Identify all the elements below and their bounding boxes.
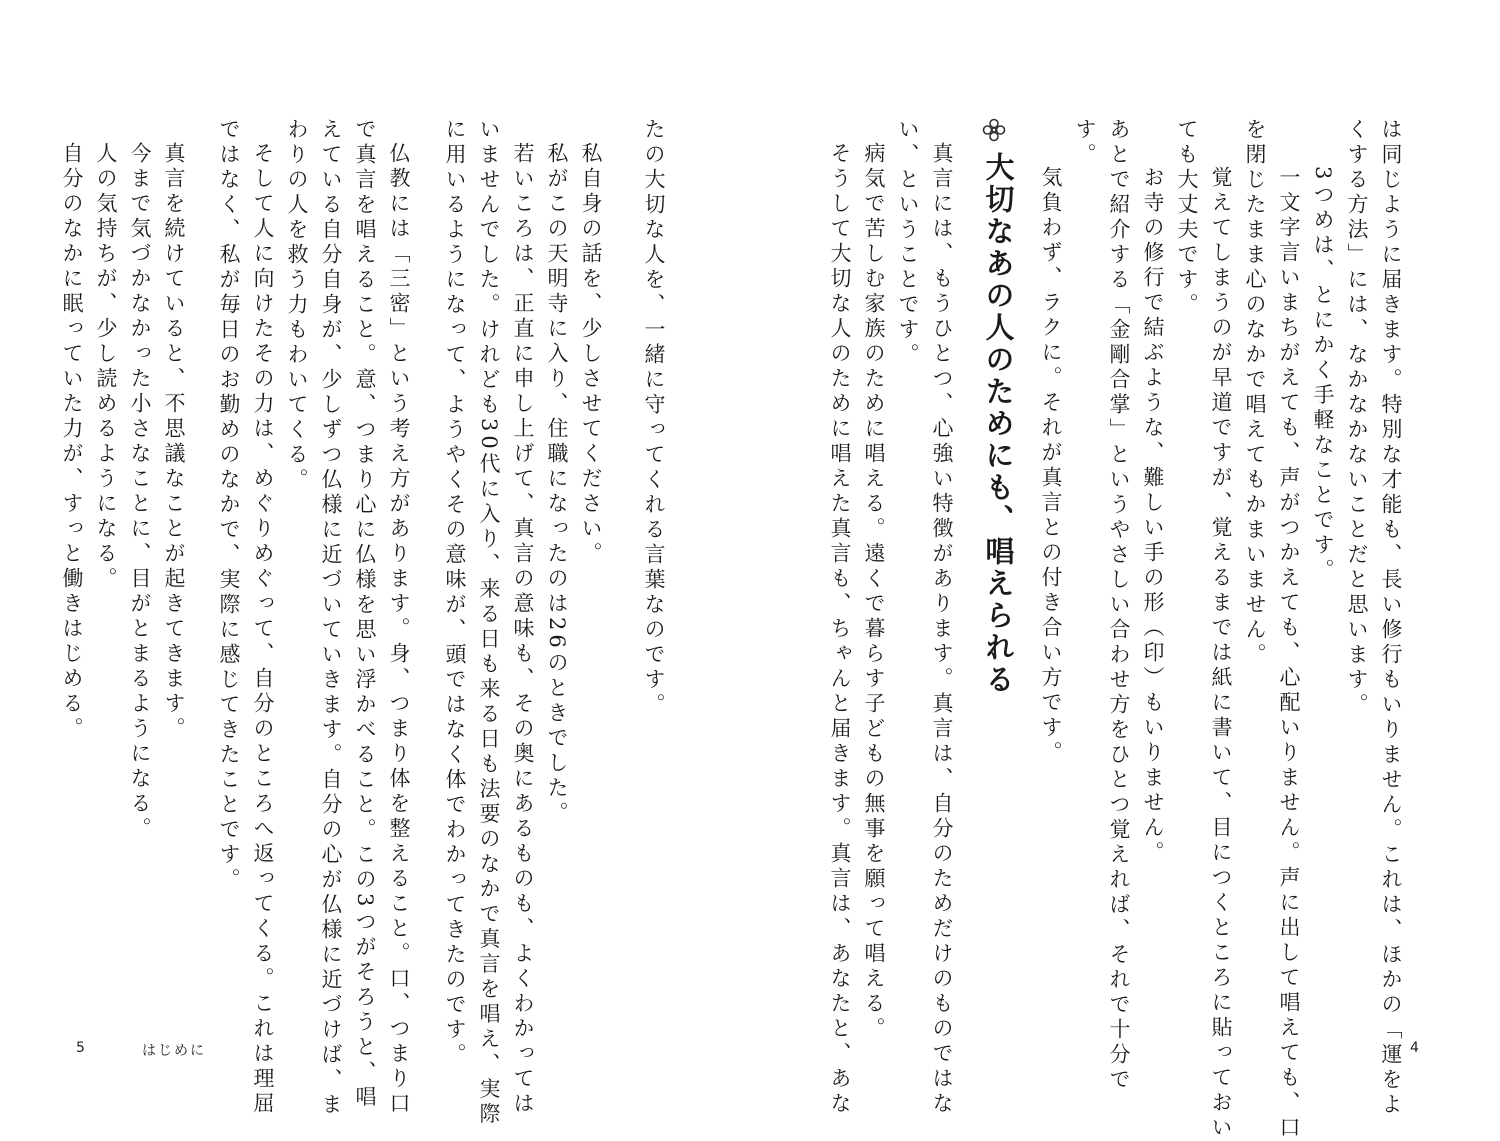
text-column: は同じように届きます。特別な才能も、長い修行もいりません。これは、ほかの「運をよ xyxy=(1379,118,1403,1118)
section-heading-text: 大切なあの人のためにも、唱えられる xyxy=(981,152,1016,696)
text-column: 真言には、もうひとつ、心強い特徴があります。真言は、自分のためだけのものではな xyxy=(930,142,954,1117)
text-column: す。 xyxy=(1073,118,1097,168)
text-column: えている自分自身が、少しずつ仏様に近づいていきます。自分の心が仏様に近づけば、ま xyxy=(319,118,343,1118)
text-column: ても大丈夫です。 xyxy=(1175,118,1199,318)
text-column: お寺の修行で結ぶような、難しい手の形（印）もいりません。 xyxy=(1141,166,1165,866)
text-column: 自分のなかに眠っていた力が、すっと働きはじめる。 xyxy=(60,142,84,742)
text-column: 若いころは、正直に申し上げて、真言の意味も、その奥にあるものも、よくわかっては xyxy=(511,142,535,1117)
text-column: 真言を続けていると、不思議なことが起きてきます。 xyxy=(162,142,186,742)
flower-icon xyxy=(987,118,1011,142)
text-column: 私自身の話を、少しさせてください。 xyxy=(579,142,603,567)
text-column: 3つめは、とにかく手軽なことです。 xyxy=(1311,166,1335,584)
text-column: 気負わず、ラクに。それが真言との付き合い方です。 xyxy=(1039,166,1063,766)
section-heading xyxy=(982,118,1016,696)
text-column: あとで紹介する「金剛合掌」というやさしい合わせ方をひとつ覚えれば、それで十分で xyxy=(1107,118,1131,1093)
text-column: を閉じたまま心のなかで唱えてもかまいません。 xyxy=(1243,118,1267,668)
text-column: わりの人を救う力もわいてくる。 xyxy=(285,118,309,493)
text-column: そして人に向けたその力は、めぐりめぐって、自分のところへ返ってくる。これは理屈 xyxy=(251,142,275,1117)
text-column: い、ということです。 xyxy=(896,118,920,368)
text-column: いませんでした。けれども30代に入り、来る日も来る日も法要のなかで真言を唱え、実際 xyxy=(477,118,501,1128)
left-page xyxy=(0,0,750,1128)
text-column: 一文字言いまちがえても、声がつかえても、心配いりません。声に出して唱えても、口 xyxy=(1277,166,1301,1141)
text-column: 今まで気づかなかった小さなことに、目がとまるようになる。 xyxy=(128,142,152,842)
text-column: で真言を唱えること。意、つまり心に仏様を思い浮かべること。この3つがそろうと、唱 xyxy=(353,118,377,1111)
right-page xyxy=(750,0,1500,1141)
text-column: ではなく、私が毎日のお勤めのなかで、実際に感じてきたことです。 xyxy=(217,118,241,893)
text-column: に用いるようになって、ようやくその意味が、頭ではなく体でわかってきたのです。 xyxy=(443,118,467,1068)
text-column: 覚えてしまうのが早道ですが、覚えるまでは紙に書いて、目につくところに貼っておい xyxy=(1209,166,1233,1141)
page-number: 5 xyxy=(76,1040,85,1056)
text-column: 人の気持ちが、少し読めるようになる。 xyxy=(94,142,118,592)
text-column: 仏教には「三密」という考え方があります。身、つまり体を整えること。口、つまり口 xyxy=(387,142,411,1117)
page-number: 4 xyxy=(1410,1040,1419,1056)
text-column: 私がこの天明寺に入り、住職になったのは26のときでした。 xyxy=(545,142,569,827)
running-head: はじめに xyxy=(142,1043,206,1059)
text-column: そうして大切な人のために唱えた真言も、ちゃんと届きます。真言は、あなたと、あな xyxy=(828,142,852,1117)
text-column: くする方法」には、なかなかないことだと思います。 xyxy=(1345,118,1369,718)
text-column: たの大切な人を、一緒に守ってくれる言葉なのです。 xyxy=(642,118,666,718)
text-column: 病気で苦しむ家族のために唱える。遠くで暮らす子どもの無事を願って唱える。 xyxy=(862,142,886,1042)
